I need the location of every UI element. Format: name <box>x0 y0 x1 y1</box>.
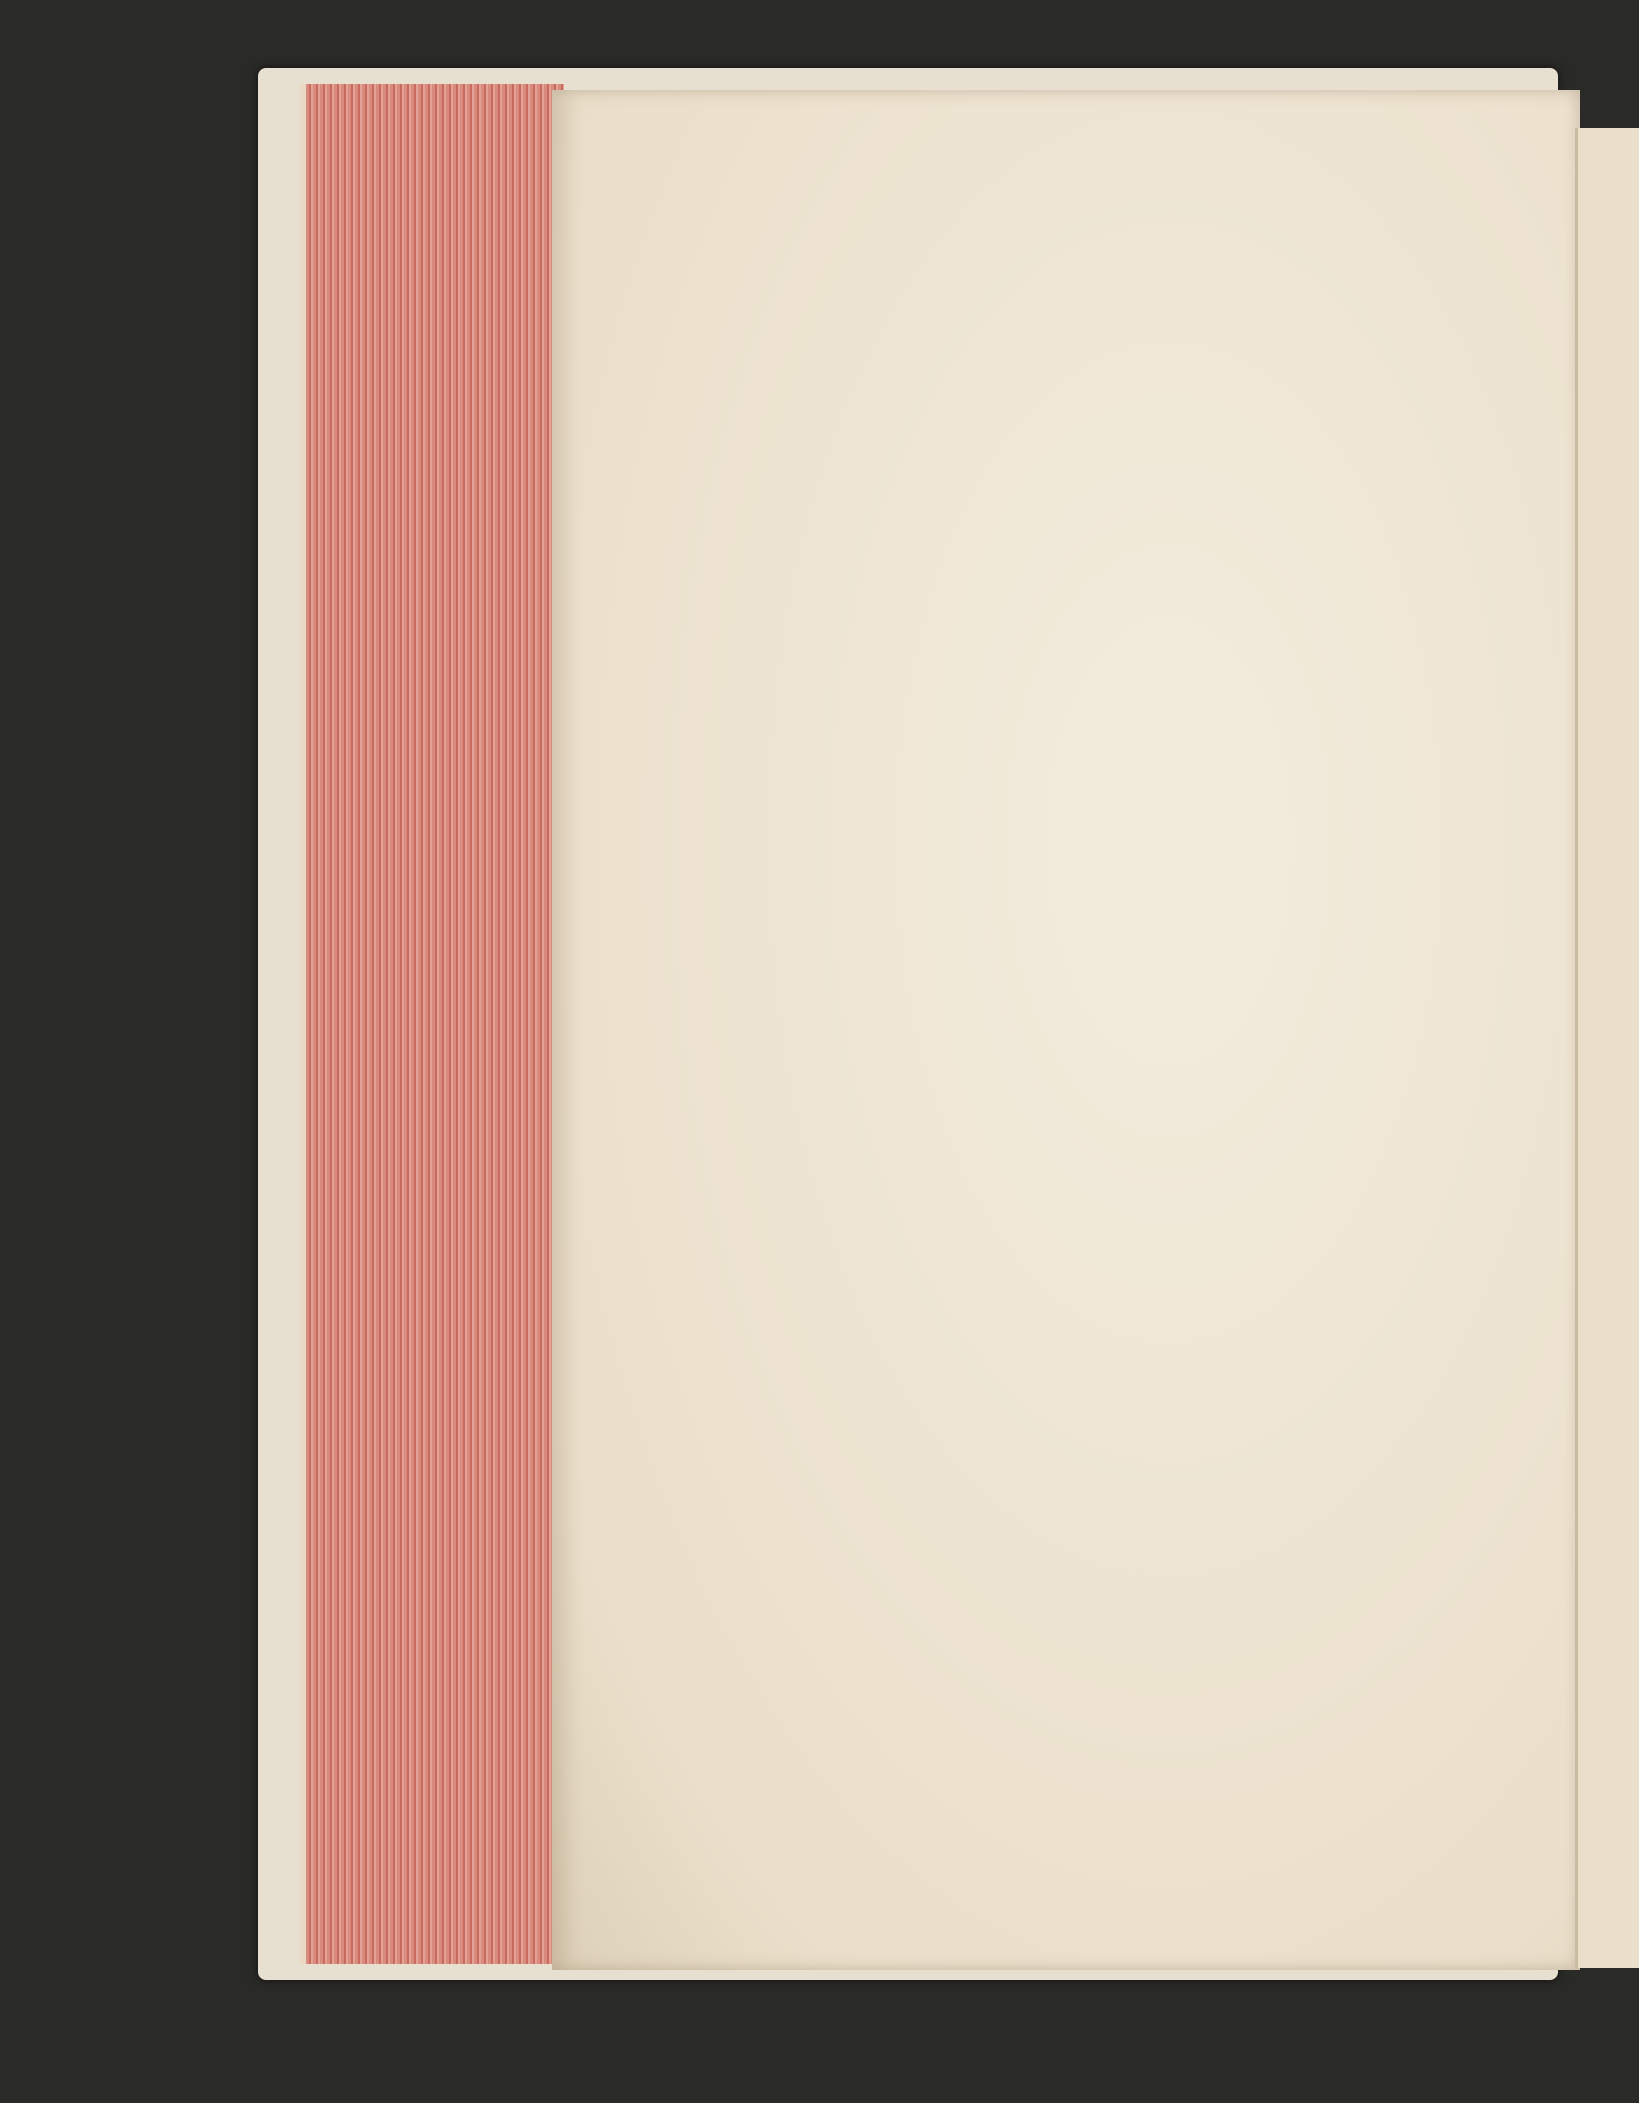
left-page <box>552 90 1580 1970</box>
running-head <box>735 200 1365 260</box>
page-edges <box>300 84 564 1964</box>
right-page-edge <box>1575 128 1639 1968</box>
